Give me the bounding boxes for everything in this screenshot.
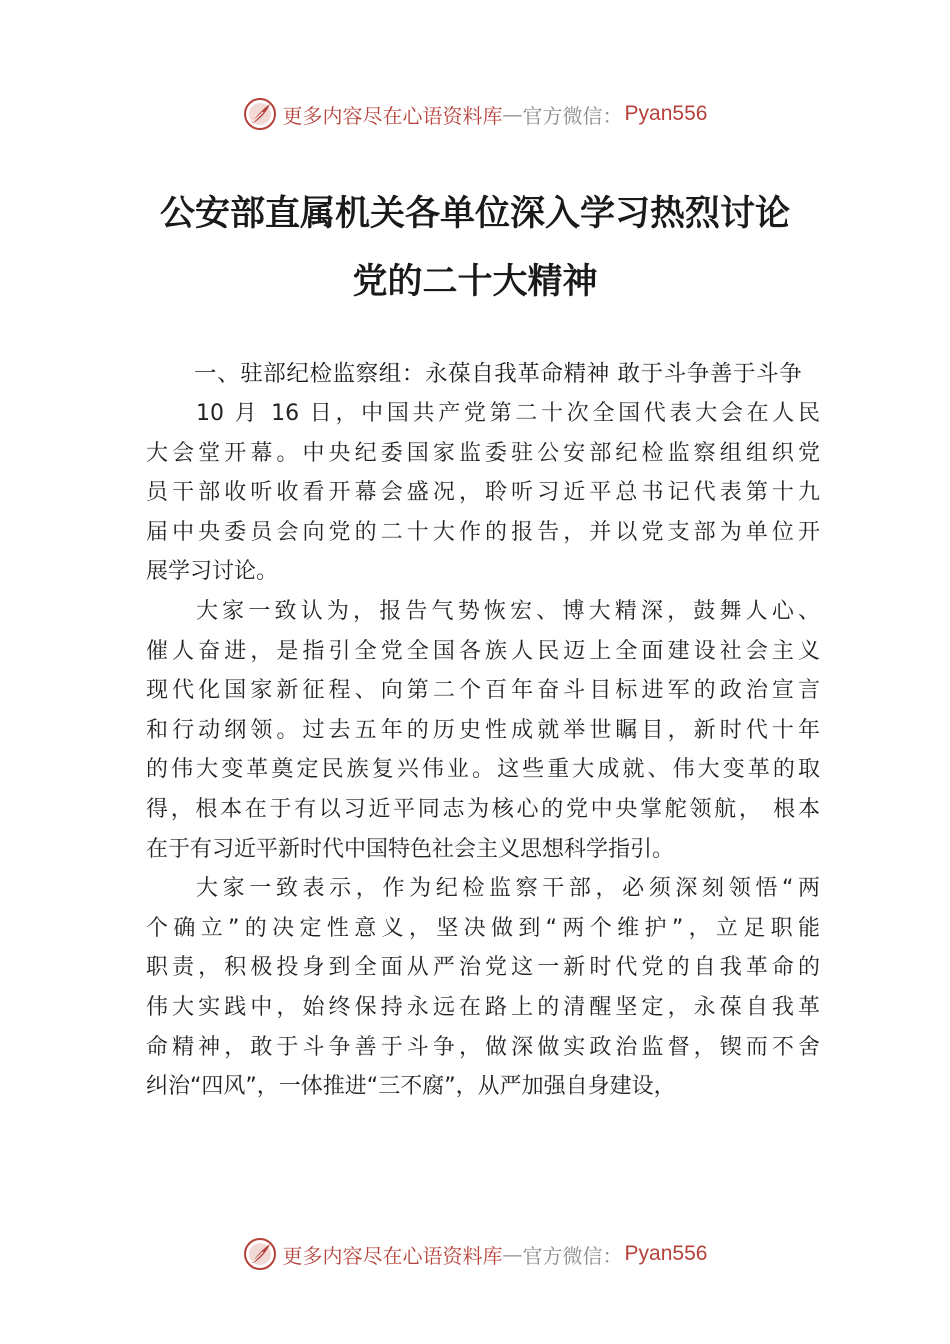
document-body bbox=[146, 354, 820, 1107]
paragraph-line: 和行动纲领。过去五年的历史性成就举世瞩目，新时代十年 bbox=[146, 717, 820, 743]
header-watermark-banner bbox=[0, 94, 950, 134]
paragraph-line: 现代化国家新征程、向第二个百年奋斗目标进军的政治宣言 bbox=[146, 678, 820, 704]
paragraph-2 bbox=[146, 592, 820, 869]
document-title-line-1: 公安部直属机关各单位深入学习热烈讨论 bbox=[159, 193, 790, 234]
banner-wechat-label: 官方微信： bbox=[522, 1243, 623, 1268]
paragraph-line: 10 月 16 日，中国共产党第二十次全国代表大会在人民 bbox=[196, 401, 820, 426]
paragraph-line: 员干部收听收看开幕会盛况，聆听习近平总书记代表第十九 bbox=[146, 480, 820, 506]
banner-separator: — bbox=[502, 102, 523, 126]
paragraph-line: 催人奋进，是指引全党全国各族人民迈上全面建设社会主义 bbox=[146, 638, 820, 664]
paragraph-line: 得，根本在于有以习近平同志为核心的党中央掌舵领航， 根本 bbox=[146, 796, 820, 822]
section-heading: 一、驻部纪检监察组：永葆自我革命精神 敢于斗争善于斗争 bbox=[194, 361, 803, 387]
quill-logo-icon bbox=[243, 1237, 277, 1271]
paragraph-line: 职责，积极投身到全面从严治党这一新时代党的自我革命的 bbox=[146, 955, 820, 981]
banner-wechat-handle: Pyan556 bbox=[624, 102, 708, 125]
paragraph-line: 届中央委员会向党的二十大作的报告，并以党支部为单位开 bbox=[146, 519, 820, 545]
banner-wechat-handle: Pyan556 bbox=[624, 1242, 708, 1265]
footer-watermark-banner bbox=[0, 1234, 950, 1274]
banner-text: 更多内容尽在心语资料库 bbox=[282, 103, 503, 128]
paragraph-3 bbox=[146, 869, 820, 1107]
quill-logo-icon bbox=[243, 97, 277, 131]
paragraph-line: 大家一致表示，作为纪检监察干部，必须深刻领悟“两 bbox=[196, 876, 820, 902]
paragraph-line: 大家一致认为，报告气势恢宏、博大精深，鼓舞人心、 bbox=[196, 598, 820, 624]
paragraph-line: 个确立”的决定性意义，坚决做到“两个维护”，立足职能 bbox=[146, 915, 820, 941]
paragraph-line: 大会堂开幕。中央纪委国家监委驻公安部纪检监察组组织党 bbox=[146, 440, 820, 466]
paragraph-line: 的伟大变革奠定民族复兴伟业。这些重大成就、伟大变革的取 bbox=[146, 757, 820, 783]
paragraph-line: 在于有习近平新时代中国特色社会主义思想科学指引。 bbox=[146, 836, 675, 862]
paragraph-line: 纠治“四风”，一体推进“三不腐”，从严加强自身建设， bbox=[146, 1074, 676, 1100]
paragraph-1 bbox=[146, 394, 820, 592]
paragraph-line: 伟大实践中，始终保持永远在路上的清醒坚定，永葆自我革 bbox=[146, 994, 820, 1020]
paragraph-line: 展学习讨论。 bbox=[146, 559, 279, 585]
banner-text: 更多内容尽在心语资料库 bbox=[282, 1243, 503, 1268]
banner-separator: — bbox=[502, 1242, 523, 1266]
paragraph-line: 命精神，敢于斗争善于斗争，做深做实政治监督，锲而不舍 bbox=[146, 1034, 820, 1060]
document-title-line-2: 党的二十大精神 bbox=[352, 261, 598, 302]
banner-wechat-label: 官方微信： bbox=[522, 103, 623, 128]
